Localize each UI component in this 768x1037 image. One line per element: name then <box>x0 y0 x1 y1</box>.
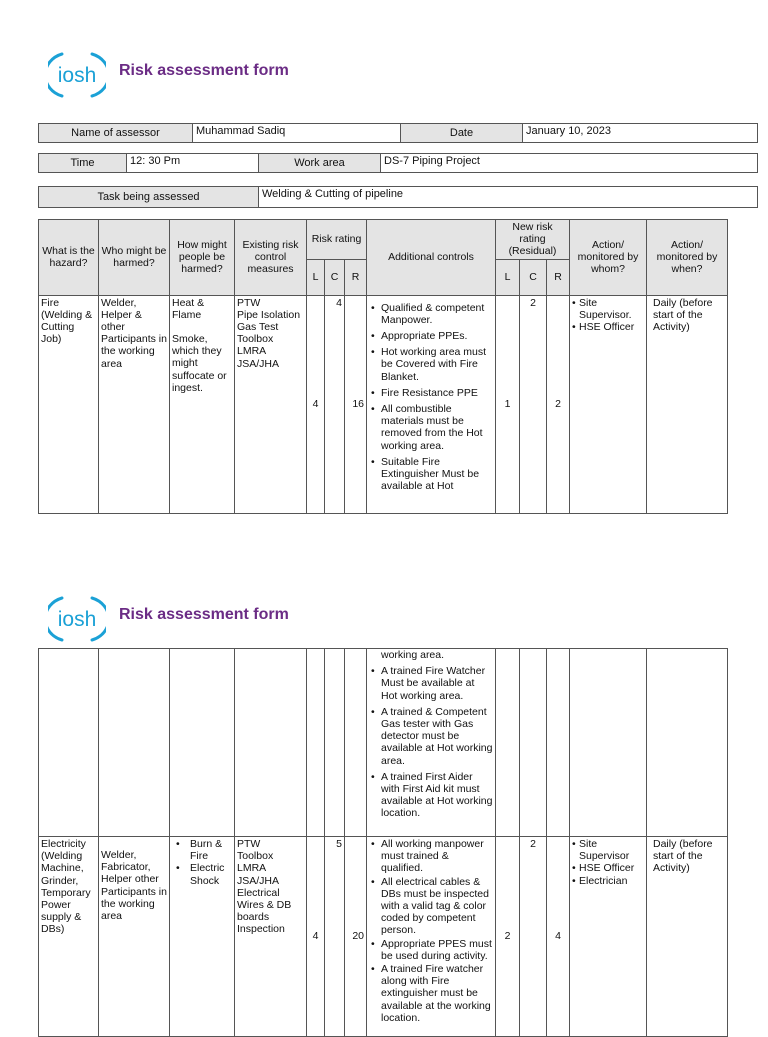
table-row <box>39 295 728 513</box>
col-residual: New risk rating (Residual) <box>496 220 570 260</box>
time-label: Time <box>39 154 127 172</box>
existing-item: Toolbox <box>237 333 274 346</box>
workarea-label: Work area <box>259 154 381 172</box>
svg-text:iosh: iosh <box>57 608 97 631</box>
empty-cell <box>235 649 307 837</box>
empty-cell <box>547 649 570 837</box>
control-item: • Qualified & competent Manpower. <box>381 302 493 326</box>
control-item: • Fire Resistance PPE <box>381 387 493 399</box>
assessor-value: Muhammad Sadiq <box>193 124 401 142</box>
new-l-value: 2 <box>496 837 520 1037</box>
col-who: Who might be harmed? <box>99 220 170 296</box>
control-item: • All electrical cables & DBs must be inspected with a valid tag & color coded by competent person. <box>381 876 493 937</box>
l-value: 4 <box>307 837 325 1037</box>
date-label: Date <box>401 124 523 142</box>
col-action-when: Action/ monitored by when? <box>647 220 728 296</box>
new-l-value: 1 <box>496 295 520 513</box>
existing-item: LMRA <box>237 862 267 875</box>
additional-controls-cell <box>367 837 496 1037</box>
how-cell <box>170 295 235 513</box>
whom-cell <box>570 295 647 513</box>
form-title: Risk assessment form <box>119 62 289 79</box>
control-item: • A trained First Aider with First Aid kit must available at Hot working location. <box>381 771 493 820</box>
empty-cell <box>325 649 345 837</box>
svg-text:iosh: iosh <box>57 64 97 87</box>
whom-cell <box>570 837 647 1037</box>
iosh-logo <box>48 594 106 644</box>
existing-item: PTW <box>237 296 261 309</box>
task-label: Task being assessed <box>39 187 259 207</box>
col-how: How might people be harmed? <box>170 220 235 296</box>
how-text: Smoke, which they might suffocate or ingest. <box>172 333 227 394</box>
l-value: 4 <box>307 295 325 513</box>
workarea-value: DS-7 Piping Project <box>384 155 480 167</box>
control-item: • Hot working area must be Covered with Fire Blanket. <box>381 346 493 383</box>
how-text: Heat & Flame <box>172 296 205 321</box>
how-item: • Electric Shock <box>190 862 232 886</box>
empty-cell <box>520 649 547 837</box>
empty-cell <box>170 649 235 837</box>
hazard-cell: Electricity (Welding Machine, Grinder, Temporary Power supply & DBs) <box>39 837 99 1037</box>
control-item: • A trained Fire Watcher Must be available at Hot working area. <box>381 665 493 702</box>
col-hazard: What is the hazard? <box>39 220 99 296</box>
empty-cell <box>496 649 520 837</box>
existing-item: JSA/JHA <box>237 874 280 887</box>
control-item: • A trained Fire watcher along with Fire extinguisher must be available at the working location. <box>381 963 493 1024</box>
existing-item: Gas Test <box>237 321 279 334</box>
existing-item: Electrical Wires & DB boards Inspection <box>237 886 292 936</box>
col-risk-rating: Risk rating <box>307 220 367 260</box>
additional-controls-cell <box>367 649 496 837</box>
existing-cell <box>235 295 307 513</box>
new-r-value: 4 <box>547 837 570 1037</box>
col-l: L <box>307 259 325 295</box>
task-value: Welding & Cutting of pipeline <box>262 188 404 200</box>
when-cell: Daily (before start of the Activity) <box>647 295 728 513</box>
additional-controls-cell <box>367 295 496 513</box>
empty-cell <box>99 649 170 837</box>
iosh-logo <box>48 50 106 100</box>
control-item: • Suitable Fire Extinguisher Must be available at Hot <box>381 456 493 493</box>
col-action-whom: Action/ monitored by whom? <box>570 220 647 296</box>
who-cell: Welder, Fabricator, Helper other Participants in the working area <box>99 837 170 1037</box>
existing-item: Pipe Isolation <box>237 308 301 321</box>
who-cell: Welder, Helper & other Participants in the working area <box>99 295 170 513</box>
table-row <box>39 837 728 1037</box>
whom-item: • HSE Officer <box>579 321 644 333</box>
col-r: R <box>345 259 367 295</box>
empty-cell <box>570 649 647 837</box>
time-value: 12: 30 Pm <box>127 154 259 172</box>
control-item: • All working manpower must trained & qualified. <box>381 838 493 875</box>
existing-item: LMRA <box>237 345 267 358</box>
whom-item: • Site Supervisor. <box>579 297 644 321</box>
col-c: C <box>325 259 345 295</box>
empty-cell <box>307 649 325 837</box>
existing-cell <box>235 837 307 1037</box>
control-item: • Appropriate PPES must be used during activity. <box>381 938 493 962</box>
time-workarea-row <box>38 153 758 173</box>
when-cell: Daily (before start of the Activity) <box>647 837 728 1037</box>
col-new-r: R <box>547 259 570 295</box>
empty-cell <box>345 649 367 837</box>
date-value: January 10, 2023 <box>526 125 612 137</box>
col-new-c: C <box>520 259 547 295</box>
how-cell <box>170 837 235 1037</box>
c-value: 4 <box>325 295 345 513</box>
control-item: • A trained & Competent Gas tester with Gas detector must be available at Hot working area. <box>381 706 493 767</box>
new-c-value: 2 <box>520 295 547 513</box>
r-value: 16 <box>345 295 367 513</box>
control-continued: working area. <box>381 649 445 661</box>
existing-item: JSA/JHA <box>237 357 280 370</box>
form-title: Risk assessment form <box>119 606 289 623</box>
empty-cell <box>39 649 99 837</box>
whom-item: • Site Supervisor <box>579 838 644 862</box>
risk-table-page-1 <box>38 219 728 514</box>
col-additional: Additional controls <box>367 220 496 296</box>
task-row <box>38 186 758 208</box>
whom-item: • HSE Officer <box>579 862 644 874</box>
control-item: • Appropriate PPEs. <box>381 330 493 342</box>
assessor-label: Name of assessor <box>39 124 193 142</box>
col-new-l: L <box>496 259 520 295</box>
page-2 <box>0 592 768 1024</box>
new-c-value: 2 <box>520 837 547 1037</box>
c-value: 5 <box>325 837 345 1037</box>
existing-item: Toolbox <box>237 850 274 863</box>
risk-table-page-2 <box>38 648 728 1037</box>
whom-item: • Electrician <box>579 875 644 887</box>
table-row-continued <box>39 649 728 837</box>
how-item: • Burn & Fire <box>190 838 232 862</box>
control-item: • All combustible materials must be removed from the Hot working area. <box>381 403 493 452</box>
col-existing: Existing risk control measures <box>235 220 307 296</box>
r-value: 20 <box>345 837 367 1037</box>
existing-item: PTW <box>237 838 261 850</box>
assessor-date-row <box>38 123 758 143</box>
new-r-value: 2 <box>547 295 570 513</box>
hazard-cell: Fire (Welding & Cutting Job) <box>39 295 99 513</box>
empty-cell <box>647 649 728 837</box>
